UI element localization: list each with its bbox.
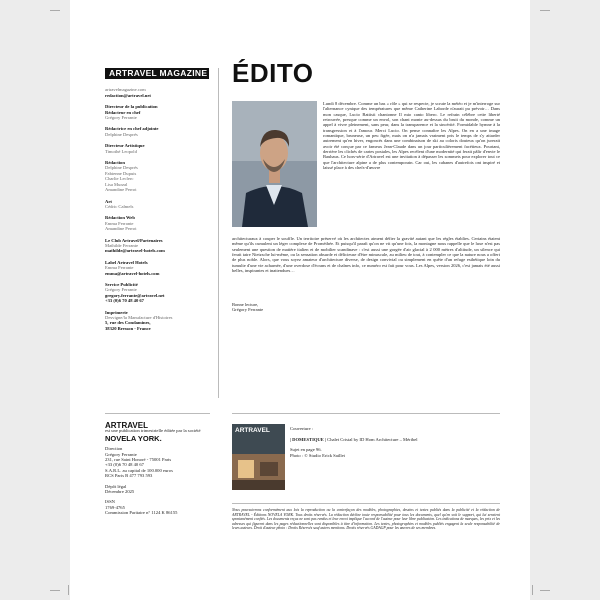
credit-email[interactable]: gregory.ferrante@artravel.net bbox=[105, 292, 165, 298]
credit-heading: Directeur de la publication bbox=[105, 104, 158, 110]
credit-email[interactable]: mathilde@artravel-hotels.com bbox=[105, 248, 165, 254]
crop-mark bbox=[540, 590, 550, 591]
credit-name: Mathilde Ferrante bbox=[105, 242, 139, 248]
credit-heading: Rédacteur en chef bbox=[105, 109, 141, 115]
printer-address: 5, rue des Condamines, bbox=[105, 320, 151, 326]
company-logo: NOVELA YORK. bbox=[105, 433, 162, 443]
credit-name: Lisa Murzal bbox=[105, 181, 128, 187]
section-divider bbox=[232, 503, 500, 504]
cover-photo-credit: Photo : © Studio Erick Saillet bbox=[290, 452, 345, 458]
info-line: 1769-4765 bbox=[105, 504, 125, 510]
credit-heading: Rédaction bbox=[105, 160, 125, 166]
credit-heading: Label Artravel Hotels bbox=[105, 259, 148, 265]
info-line: Grégory Ferrante bbox=[105, 451, 137, 457]
cover-label: Couverture : bbox=[290, 426, 314, 431]
credit-name: Delphine Després bbox=[105, 165, 138, 171]
cover-category: | DOMESTIQUE | bbox=[290, 436, 326, 442]
contact-email[interactable]: redaction@artravel.net bbox=[105, 92, 151, 98]
cover-page-ref: Sujet en page 96. bbox=[290, 447, 322, 453]
credit-email[interactable]: emma@artravel-hotels.com bbox=[105, 270, 160, 276]
credit-heading: Directeur Artistique bbox=[105, 143, 145, 149]
credit-name: Delphine Després bbox=[105, 131, 138, 137]
signature-name: Grégory Ferrante bbox=[232, 307, 264, 313]
info-heading: Direction bbox=[105, 446, 123, 452]
publisher-info bbox=[105, 423, 215, 516]
crop-mark bbox=[50, 590, 60, 591]
credit-heading: Art bbox=[105, 198, 112, 204]
column-divider bbox=[218, 68, 219, 398]
info-line: +33 (0)6 70 48 40 67 bbox=[105, 462, 144, 468]
credit-name: Timothé Leopold bbox=[105, 148, 137, 154]
credit-name: Amandine Perrot bbox=[105, 226, 137, 232]
edito-paragraph-bottom: architecturaux à couper le souffle. Un territoire préservé où les architectes aiment défier la gravité autant que les règles établies. Certains étaient même qu'ils cumulent un léger complexe de Prométhée. Et puisqu'il paraît qu'on ne vit qu'une fois, la montagne nous rappelle que le luxe n'est pas seulement une question de matière italien et de mobilier scandinave : c'est aussi une gorgée d'air glacial à 2 000 mètres d'altitude, un silence qui ferait taire Nietzsche lui-même, ou la sensation absurde et délicieuse d'être minuscule, au milieu de tout, à contempler ce que la nature nous a offert de plus noble. Alors, que vous soyez amateur d'architecture diverse, de design convivial ou simplement en quête d'un refuge esthétique loin du tumulte d'une vie acharnée, d'une overdose d'écrans et de chaînes info, ce numéro est fait pour vous. Les Alpes, version 2026, c'est jamais été aussi belles, inspirantes et inattendues… bbox=[232, 236, 500, 274]
credit-phone: +33 (0)6 70 48 40 67 bbox=[105, 298, 144, 304]
magazine-logo: ARTRAVEL MAGAZINE bbox=[105, 68, 209, 79]
masthead bbox=[105, 68, 210, 331]
cover-subject: Chalet Cristal by ID Hom Architecture – Méribel bbox=[325, 436, 418, 442]
info-line: Décembre 2025 bbox=[105, 489, 135, 495]
page-title: ÉDITO bbox=[232, 58, 314, 88]
crop-mark bbox=[532, 585, 533, 595]
credit-name: Cédric Calmels bbox=[105, 203, 134, 209]
info-line: S.A.R.L. au capital de 100.000 euros bbox=[105, 467, 173, 473]
website[interactable]: artravelmagazine.com bbox=[105, 87, 146, 93]
cover-info bbox=[290, 426, 490, 458]
info-heading: ISSN bbox=[105, 499, 115, 505]
credit-name: Desvigne/la Manufacture d'Histoires bbox=[105, 315, 173, 320]
cover-magazine-title: ARTRAVEL bbox=[235, 427, 270, 434]
credit-heading: Rédactrice en chef adjointe bbox=[105, 126, 159, 132]
credit-heading: Le Club Artravel/Partenaires bbox=[105, 237, 163, 243]
printer-address: 38320 Bresson - France bbox=[105, 325, 151, 331]
author-portrait bbox=[232, 101, 317, 227]
publisher-title: ARTRAVEL bbox=[105, 421, 148, 430]
credit-heading: Service Publicité bbox=[105, 281, 138, 287]
credit-heading: Rédaction Web bbox=[105, 215, 135, 221]
credit-name: Grégory Ferrante bbox=[105, 287, 137, 293]
info-line: RCS Paris B 477 793 593 bbox=[105, 473, 153, 479]
edito-paragraph-top: Lundi 8 décembre. Comme un bas « rôle » qui se respecte, je scrute la météo et je m'interroge sur l'alternance cynique des températures que même Catherine Laborde n'aurait pu prévoir… Dans mon casque, Lucio Battisti chantonne Il mio canto libero. Le refrain célèbre cette liberté retrouvée, presque comme un envol, son chant monte au-dessus du bruit du monde, comme un appel à vivre pleinement, sans peur, dans la transparence et la sincérité. Formidable hymne à la transgression et à l'amour. Merci Lucio. On pense connaître les Alpes. On en a une image romantique, bruneuse, un peu figée, mais on n'a jamais vraiment pris le temps de s'y attarder autrement qu'en hiver, engoncés dans une combinaison de ski au coloris douteux qu'on jurerait avoir été conçue par ce fameux Jean-Claude dans un jour particulièrement facétieux. Pourtant, derrière les clichés de cartes postales, les Alpes recèlent d'une modernité qui ferait pâlir d'envie le Bauhaus. Ce hors-série d'Artravel est une invitation à dépasser les sommets pour explorer tout ce que l'architecture alpine a de plus contemporain. Car oui, les cabanes d'autrefois ont inspiré et laissé place à des chefs-d'œuvre bbox=[323, 101, 500, 171]
info-line: 231, rue Saint Honoré - 75001 Paris bbox=[105, 457, 172, 463]
signature-block bbox=[232, 302, 263, 313]
crop-mark bbox=[68, 585, 69, 595]
info-line: Commission Paritaire n° 1124 K 86155 bbox=[105, 510, 178, 516]
crop-mark bbox=[540, 10, 550, 11]
section-divider bbox=[232, 413, 500, 414]
credit-name: Charlie Leclerc bbox=[105, 176, 134, 182]
credit-name: Emma Ferrante bbox=[105, 220, 134, 226]
info-heading: Dépôt légal bbox=[105, 483, 127, 489]
crop-mark bbox=[50, 10, 60, 11]
closing-line: Bonne lecture, bbox=[232, 302, 259, 307]
credit-name: Grégory Ferrante bbox=[105, 115, 137, 121]
credit-name: Fabienne Dupuis bbox=[105, 170, 137, 176]
cover-thumbnail[interactable] bbox=[232, 424, 285, 490]
publisher-description: est une publication trimestrielle éditée par la société bbox=[105, 428, 201, 434]
legal-notice: Nous poursuivrons conformément aux lois la reproduction ou la contrefaçon des modèles, photographies, dessins et textes publiés dans la publicité et la rédaction de ARTRAVEL - Éditions NOVELA YORK. Tous droits réservés. La rédaction décline toute responsabilité pour tous les documents, quel qu'en soit le support, qui lui seraient spontanément confiés. Les documents reçus ne sont pas rendus et leur envoi implique l'accord de l'auteur pour leur libre publication. Les indications de marques, les prix et les adresses qui figurent dans les pages rédactionnelles sont disponibles à titre d'information. Les textes, photographies et modèles publiés engagent la seule responsabilité de leurs auteurs. Droit d'auteur photo : Droits Réservés sauf autres mentions. Droits réservés GADAGP pour les œuvres de ses membres. bbox=[232, 508, 500, 531]
credit-name: Emma Ferrante bbox=[105, 265, 134, 271]
credit-heading: Imprimerie bbox=[105, 309, 128, 315]
credit-name: Amandine Perrot bbox=[105, 187, 137, 193]
section-divider bbox=[105, 413, 210, 414]
